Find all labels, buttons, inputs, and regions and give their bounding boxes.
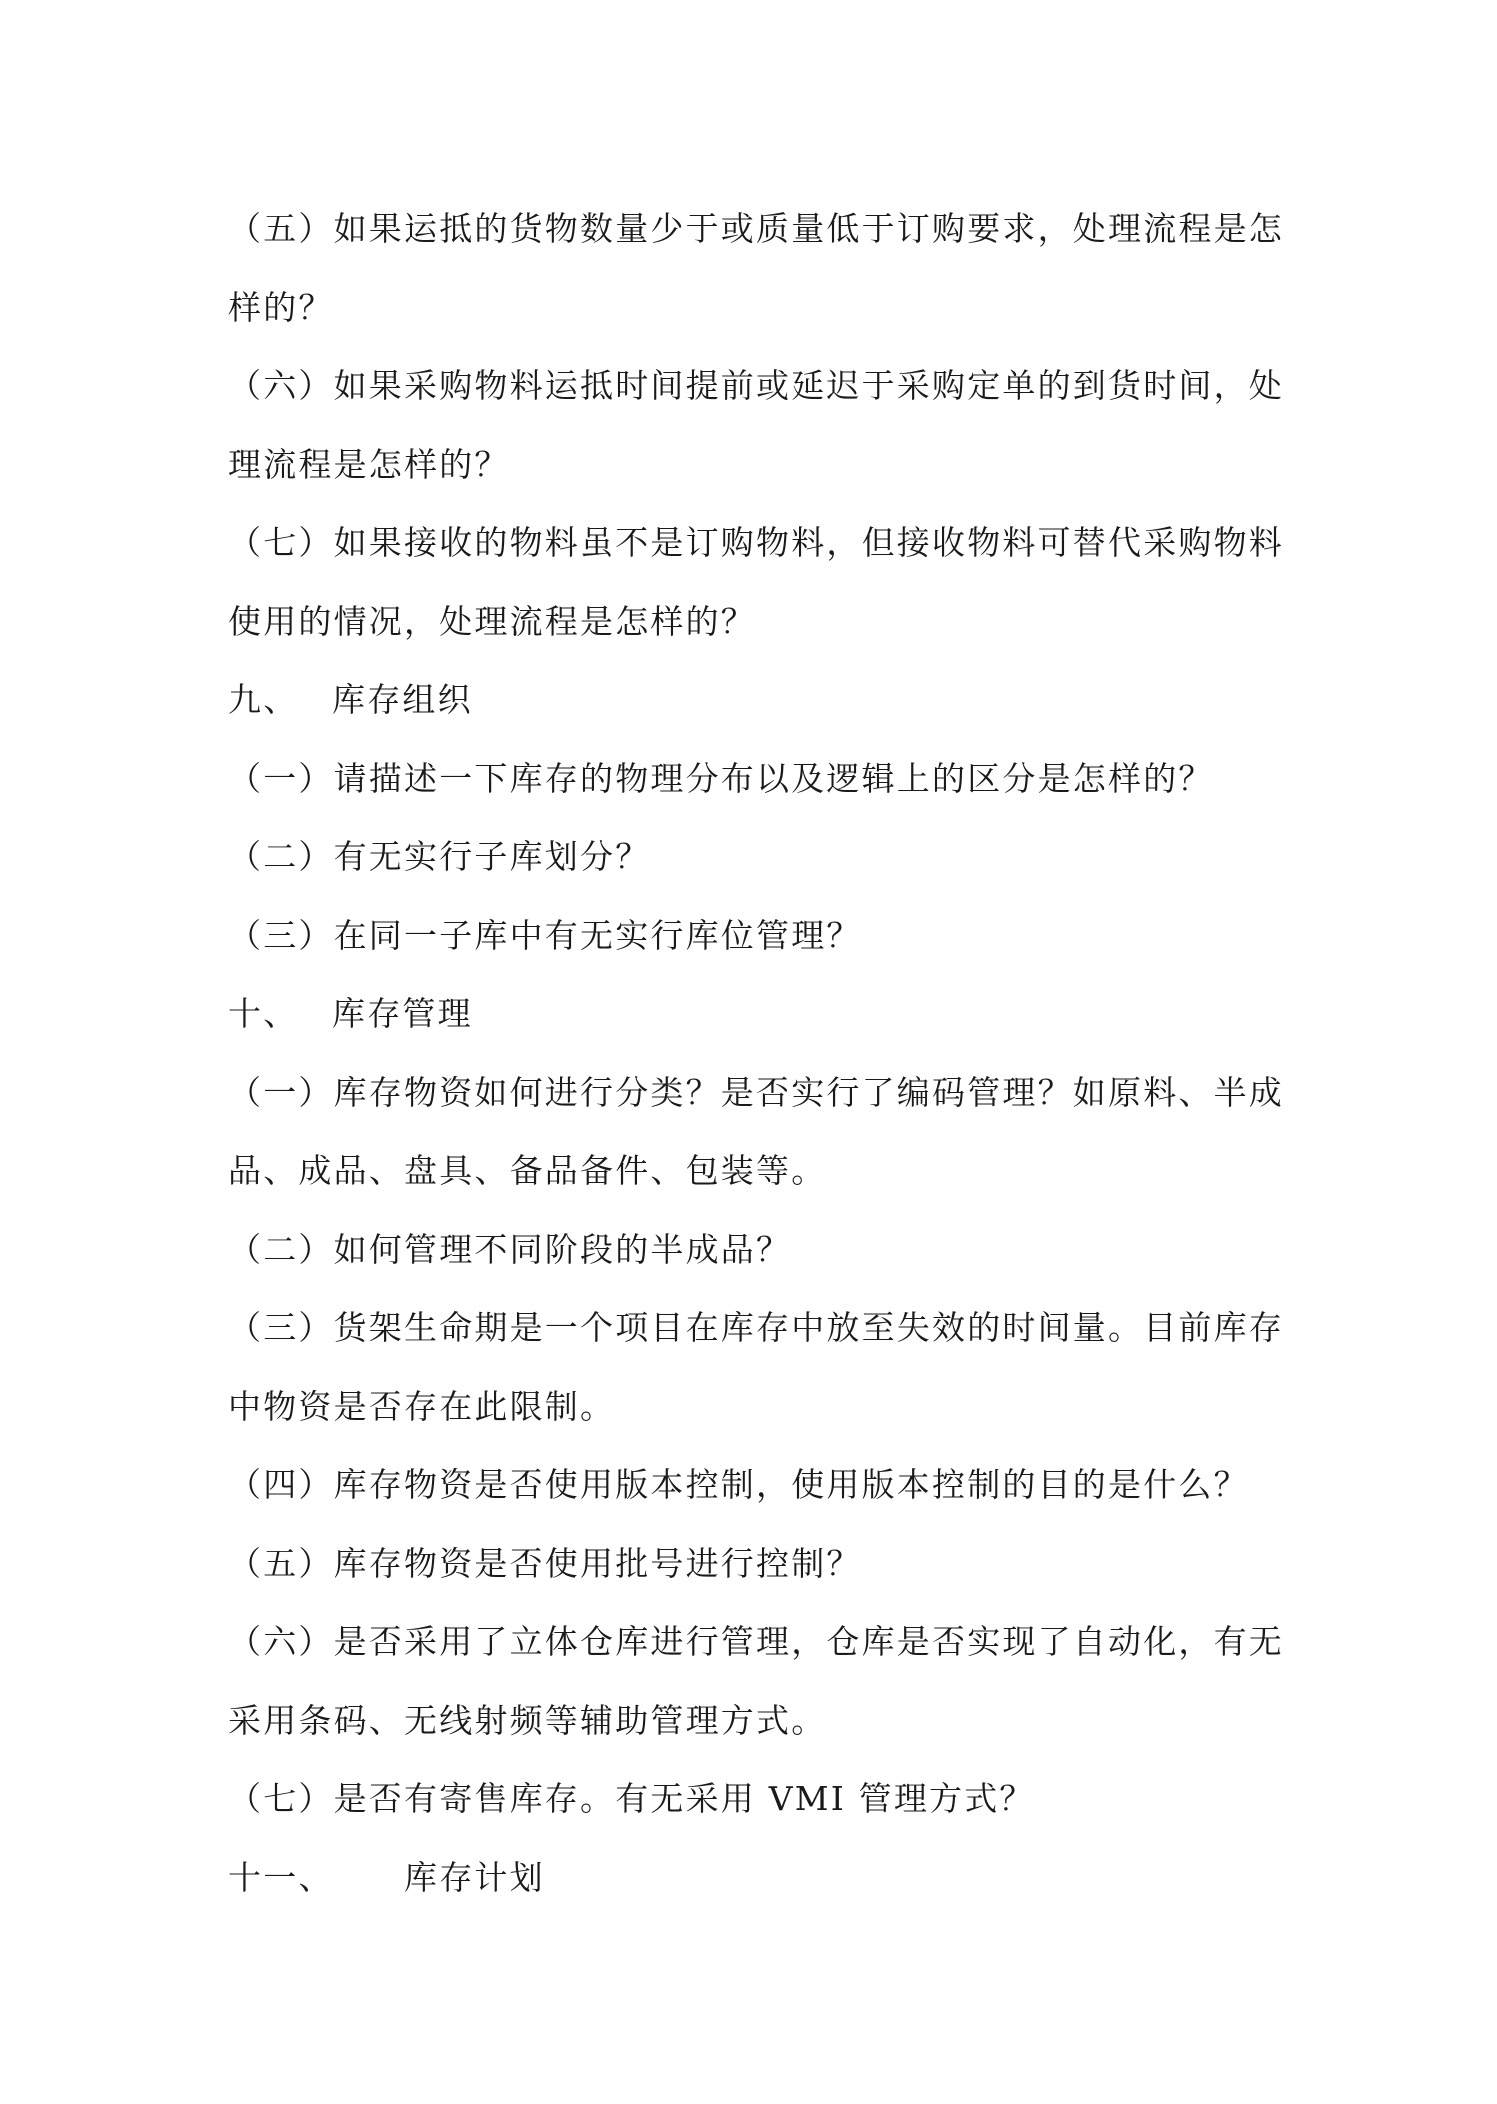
section-number: 十、 bbox=[228, 994, 299, 1033]
list-item: （一）库存物资如何进行分类？是否实行了编码管理？如原料、半成 bbox=[228, 1072, 1284, 1112]
list-item: （三）货架生命期是一个项目在库存中放至失效的时间量。目前库存 bbox=[228, 1308, 1284, 1347]
list-item: 采用条码、无线射频等辅助管理方式。 bbox=[228, 1700, 827, 1740]
text-line: 理流程是怎样的？ bbox=[228, 444, 510, 484]
list-item: 品、成品、盘具、备品备件、包装等。 bbox=[228, 1151, 827, 1190]
list-item: （二）如何管理不同阶段的半成品？ bbox=[228, 1229, 792, 1269]
text-line: （七）如果接收的物料虽不是订购物料，但接收物料可替代采购物料 bbox=[228, 523, 1284, 562]
list-item: （五）库存物资是否使用批号进行控制？ bbox=[228, 1543, 862, 1583]
section-heading-10 bbox=[228, 975, 1288, 1054]
section-title: 库存管理 bbox=[332, 994, 473, 1033]
list-item: （二）有无实行子库划分？ bbox=[228, 837, 651, 876]
text-line: （六）如果采购物料运抵时间提前或延迟于采购定单的到货时间，处 bbox=[228, 366, 1284, 405]
list-item: 中物资是否存在此限制。 bbox=[228, 1386, 616, 1426]
section-number: 九、 bbox=[228, 680, 299, 719]
list-item: （一）请描述一下库存的物理分布以及逻辑上的区分是怎样的？ bbox=[228, 758, 1214, 798]
document-body bbox=[228, 190, 1288, 1917]
section-title: 库存组织 bbox=[332, 680, 473, 719]
list-item: （七）是否有寄售库存。有无采用 VMI 管理方式？ bbox=[228, 1779, 1035, 1818]
section-heading-11 bbox=[228, 1839, 1288, 1918]
section-title: 库存计划 bbox=[404, 1857, 545, 1897]
list-item: （四）库存物资是否使用版本控制，使用版本控制的目的是什么？ bbox=[228, 1465, 1249, 1504]
list-item: （三）在同一子库中有无实行库位管理？ bbox=[228, 915, 862, 955]
text-line: 样的？ bbox=[228, 287, 334, 327]
section-heading-9 bbox=[228, 661, 1288, 740]
section-number: 十一、 bbox=[228, 1857, 334, 1897]
list-item: （六）是否采用了立体仓库进行管理，仓库是否实现了自动化，有无 bbox=[228, 1622, 1284, 1661]
text-line: 使用的情况，处理流程是怎样的？ bbox=[228, 601, 756, 641]
text-line: （五）如果运抵的货物数量少于或质量低于订购要求，处理流程是怎 bbox=[228, 209, 1284, 248]
